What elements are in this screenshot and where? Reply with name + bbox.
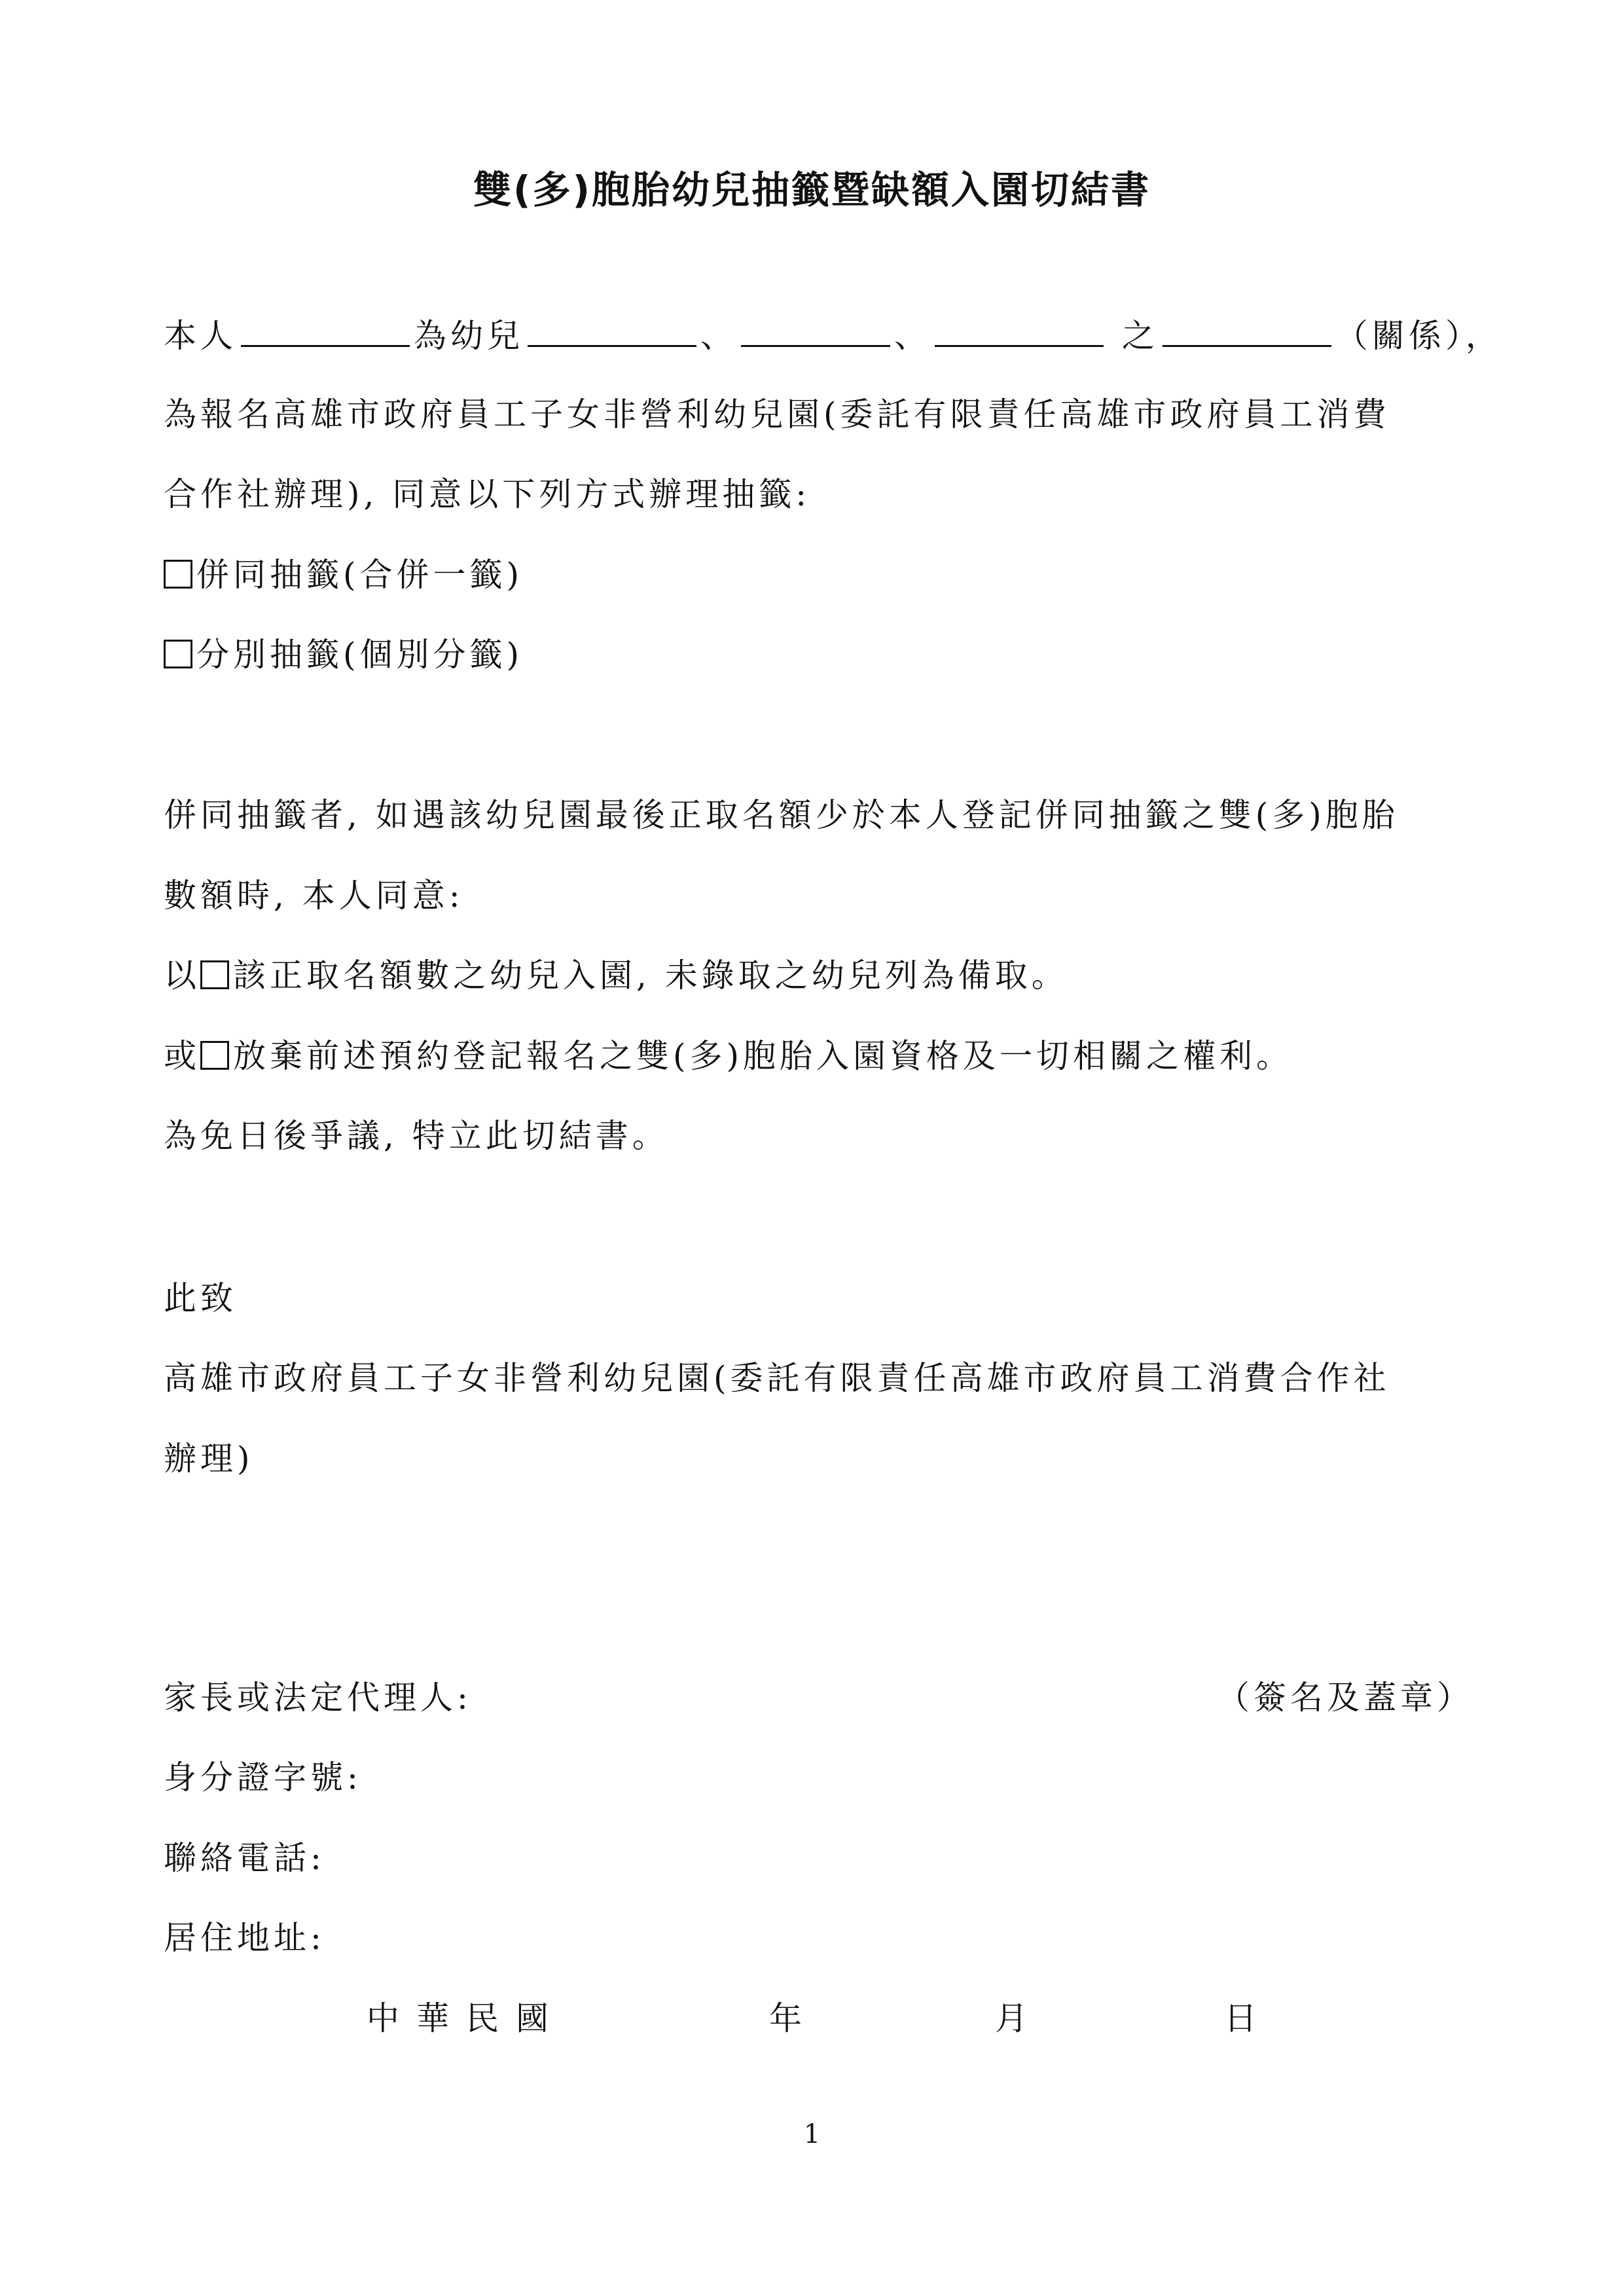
date-day: 日 <box>1224 1999 1274 2037</box>
respectfully-text: 此致 <box>164 1279 237 1317</box>
separator-1: 、 <box>700 317 737 355</box>
date-month: 月 <box>995 1999 1045 2037</box>
option-combined <box>164 552 523 598</box>
child-name-field-1[interactable] <box>528 311 696 347</box>
phone-label: 聯絡電話: <box>164 1839 325 1877</box>
option-separate <box>164 632 523 678</box>
choice-waive <box>164 1033 1293 1079</box>
relationship-field[interactable] <box>1163 311 1331 347</box>
separate-draw-checkbox[interactable] <box>164 640 192 668</box>
clause-line-1: 併同抽籤者, 如遇該幼兒園最後正取名額少於本人登記併同抽籤之雙(多)胞胎 <box>164 796 1399 834</box>
intro-line-1: 為報名高雄市政府員工子女非營利幼兒園(委託有限責任高雄市政府員工消費 <box>164 395 1390 433</box>
declarant-name-field[interactable] <box>241 311 410 347</box>
intro-line-2: 合作社辦理), 同意以下列方式辦理抽籤: <box>164 475 811 513</box>
declaration-mid: 為幼兒 <box>414 317 524 355</box>
page-number: 1 <box>803 2119 821 2149</box>
declaration-prefix: 本人 <box>164 317 237 355</box>
waive-checkbox[interactable] <box>200 1041 229 1070</box>
choice-waive-text: 放棄前述預約登記報名之雙(多)胞胎入園資格及一切相關之權利。 <box>233 1037 1293 1075</box>
choice-admit-prefix: 以 <box>164 957 200 994</box>
signature-note: （簽名及蓋章） <box>1217 1679 1473 1717</box>
choice-waive-prefix: 或 <box>164 1037 200 1075</box>
declaration-line <box>164 311 1502 359</box>
date-year: 年 <box>769 1999 819 2037</box>
clause-line-2: 數額時, 本人同意: <box>164 877 464 915</box>
admit-checkbox[interactable] <box>200 960 229 989</box>
choice-admit-text: 該正取名額數之幼兒入園, 未錄取之幼兒列為備取。 <box>233 957 1068 994</box>
child-name-field-3[interactable] <box>935 311 1104 347</box>
child-name-field-2[interactable] <box>741 311 890 347</box>
declaration-of: 之 <box>1121 317 1159 355</box>
document-title: 雙(多)胞胎幼兒抽籤暨缺額入園切結書 <box>473 168 1151 212</box>
id-number-label: 身分證字號: <box>164 1758 362 1796</box>
address-label: 居住地址: <box>164 1919 325 1957</box>
combined-draw-checkbox[interactable] <box>164 560 192 589</box>
declaration-relation: （關係）， <box>1335 317 1502 355</box>
closing-statement: 為免日後爭議, 特立此切結書。 <box>164 1117 669 1155</box>
option-combined-label: 併同抽籤(合併一籤) <box>196 556 524 594</box>
recipient-line-1: 高雄市政府員工子女非營利幼兒園(委託有限責任高雄市政府員工消費合作社 <box>164 1359 1390 1397</box>
date-era: 中華民國 <box>367 1999 566 2037</box>
option-separate-label: 分別抽籤(個別分籤) <box>196 636 524 674</box>
recipient-line-2: 辦理) <box>164 1440 254 1478</box>
choice-admit <box>164 953 1068 998</box>
separator-2: 、 <box>894 317 931 355</box>
guardian-label: 家長或法定代理人: <box>164 1679 472 1717</box>
